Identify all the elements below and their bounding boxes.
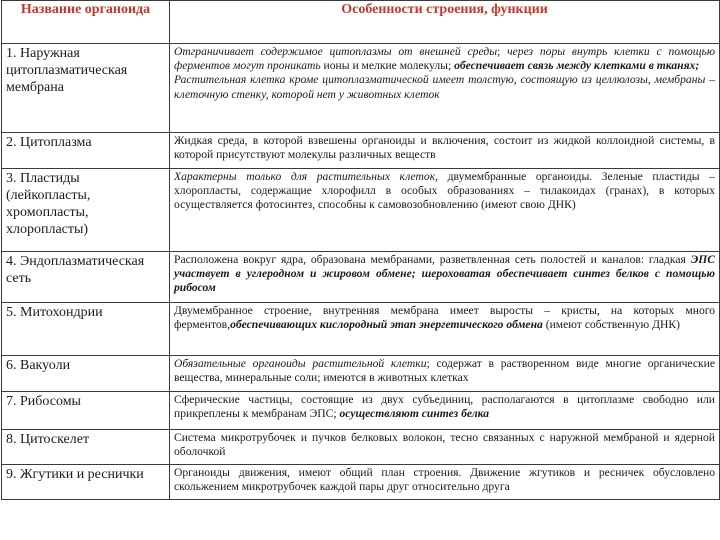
feature-text-bold-italic: обеспечивает связь между клетками в тканях; <box>454 59 700 73</box>
feature-text-italic: Характерны только для растительных клеток <box>174 170 436 183</box>
organoid-name: 9. Жгутики и реснички <box>2 465 170 500</box>
table-row <box>2 465 720 500</box>
feature-text: Двумембранное строение, внутренняя мембрана имеет выросты – кристы, на которых много ферментов, <box>174 304 715 332</box>
organoid-name: 3. Пластиды (лейкопласты, хромопласты, хлоропласты) <box>2 169 170 252</box>
organoid-name: 1. Наружная цитоплазматическая мембрана <box>2 44 170 133</box>
organoid-name: 8. Цитоскелет <box>2 430 170 465</box>
organoid-features <box>170 392 720 430</box>
feature-text-italic: Отграничивает содержимое цитоплазмы от внешней среды <box>174 45 498 58</box>
feature-text: Расположена вокруг ядра, образована мембранами, разветвленная сеть полостей и каналов: гладкая <box>174 253 691 266</box>
header-features: Особенности строения, функции <box>170 1 720 44</box>
feature-text: ионы и мелкие молекулы; <box>320 59 455 73</box>
organoid-name: 5. Митохондрии <box>2 303 170 356</box>
table-row <box>2 303 720 356</box>
table-row <box>2 133 720 169</box>
feature-text-bold-italic: обеспечивающих кислородный этап энергетического обмена <box>230 318 543 332</box>
table-row <box>2 252 720 303</box>
feature-text: , двумембранные органоиды. Зеленые пластиды – хлоропласты, содержащие хлорофилл в особых образованиях – тилакоидах (гранах), в которых осуществляется фотосинтез, способны к самовозобновлению (имеют свою ДНК) <box>174 170 715 212</box>
feature-text: ; <box>497 45 508 58</box>
table-row <box>2 169 720 252</box>
organoid-table <box>1 0 720 500</box>
organoid-name: 7. Рибосомы <box>2 392 170 430</box>
feature-text: ; содержат в растворенном виде многие органические вещества, минеральные соли; имеются в животных клетках <box>174 357 715 385</box>
feature-text-bold-italic: ЭПС участвует в углеродном и жировом обмене; шероховатая обеспечивает синтез белков с помощью рибосом <box>174 253 715 295</box>
organoid-name: 2. Цитоплазма <box>2 133 170 169</box>
table-row <box>2 44 720 133</box>
feature-text-italic: Растительная клетка кроме цитоплазматической имеет толстую, состоящую из целлюлозы, мембраны – клеточную стенку, которой нет у животных клеток <box>174 73 715 101</box>
table-row <box>2 430 720 465</box>
table-row <box>2 392 720 430</box>
organoid-features <box>170 44 720 133</box>
feature-text: (имеют собственную ДНК) <box>542 318 680 332</box>
feature-text-bold-italic: осуществляют синтез белка <box>339 407 490 421</box>
organoid-features: Органоиды движения, имеют общий план строения. Движение жгутиков и ресничек обусловлено скольжением микротрубочек каждой пары друг относительно друга <box>170 465 720 500</box>
organoid-features <box>170 303 720 356</box>
organoid-features <box>170 169 720 252</box>
feature-text-italic: Обязательные органоиды растительной клетки <box>174 357 427 370</box>
organoid-name: 4. Эндоплазматическая сеть <box>2 252 170 303</box>
organoid-features <box>170 252 720 303</box>
header-organoid-name: Название органоида <box>2 1 170 44</box>
feature-text-italic: через поры внутрь клетки с помощью ферментов могут проникать <box>174 45 715 73</box>
table-header-row <box>2 1 720 44</box>
organoid-features: Жидкая среда, в которой взвешены органоиды и включения, состоит из жидкой коллоидной системы, в которой присутствуют молекулы различных веществ <box>170 133 720 169</box>
feature-text: Сферические частицы, состоящие из двух субъединиц, располагаются в цитоплазме свободно или прикреплены к мембранам ЭПС; <box>174 393 715 421</box>
organoid-features <box>170 356 720 392</box>
organoid-name: 6. Вакуоли <box>2 356 170 392</box>
organoid-features: Система микротрубочек и пучков белковых волокон, тесно связанных с наружной мембраной и ядерной оболочкой <box>170 430 720 465</box>
table-row <box>2 356 720 392</box>
